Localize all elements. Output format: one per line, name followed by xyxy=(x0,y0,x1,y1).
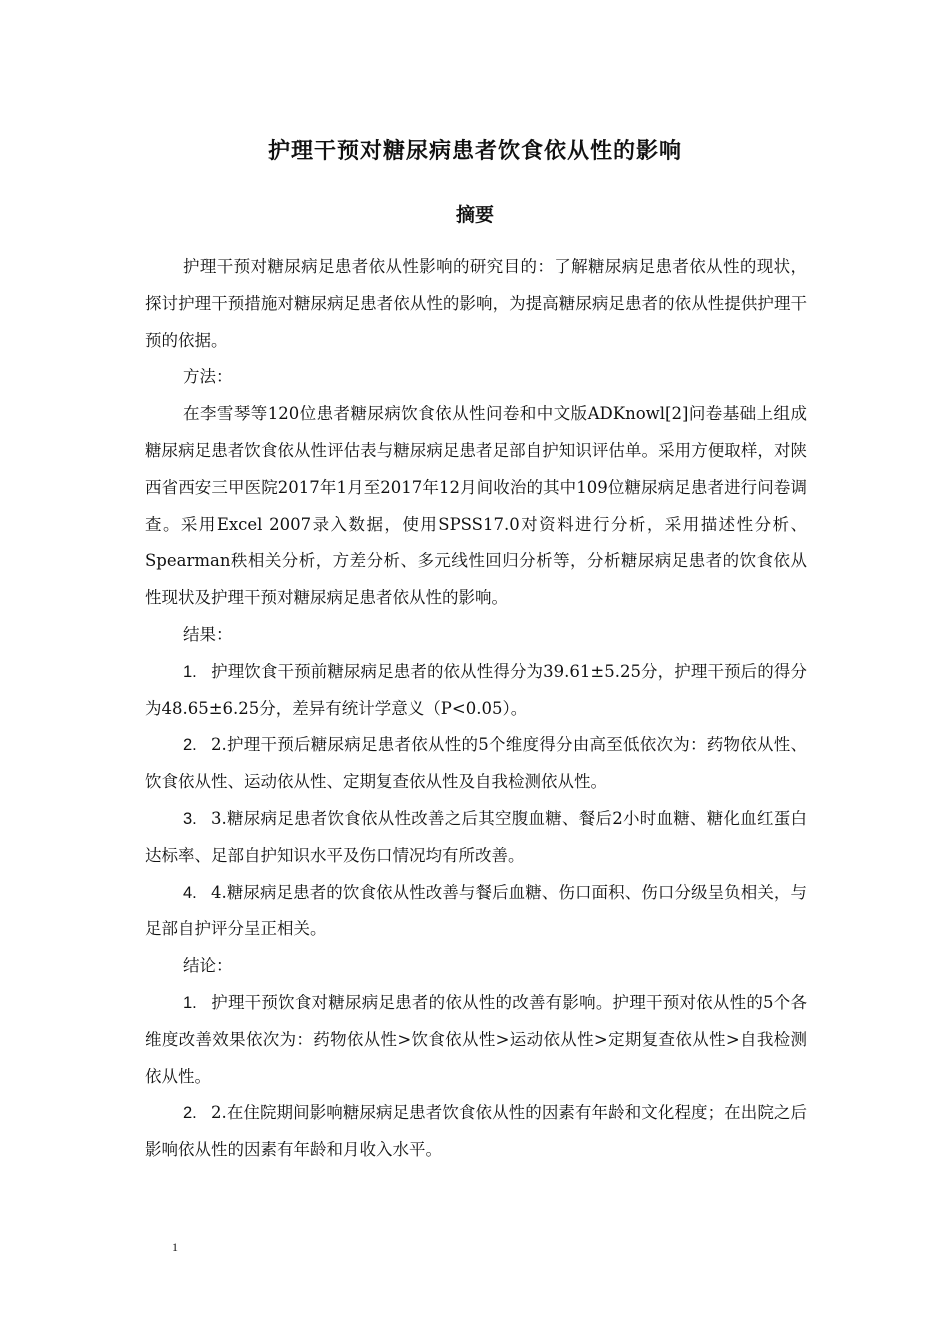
results-item-3 xyxy=(145,801,807,875)
abstract-body xyxy=(145,249,807,1169)
list-number: 2. xyxy=(183,736,197,755)
list-text: 3.糖尿病足患者饮食依从性改善之后其空腹血糖、餐后2小时血糖、糖化血红蛋白达标率、足部自护知识水平及伤口情况均有所改善。 xyxy=(145,808,807,865)
conclusion-item-2 xyxy=(145,1095,807,1169)
list-number: 4. xyxy=(183,883,197,902)
methods-label: 方法： xyxy=(183,367,233,387)
list-text: 2.护理干预后糖尿病足患者依从性的5个维度得分由高至低依次为：药物依从性、饮食依从性、运动依从性、定期复查依从性及自我检测依从性。 xyxy=(145,735,807,792)
purpose-paragraph: 护理干预对糖尿病足患者依从性影响的研究目的：了解糖尿病足患者依从性的现状，探讨护理干预措施对糖尿病足患者依从性的影响，为提高糖尿病足患者的依从性提供护理干预的依据。 xyxy=(145,257,807,350)
list-text: 护理干预饮食对糖尿病足患者的依从性的改善有影响。护理干预对依从性的5个各维度改善效果依次为：药物依从性>饮食依从性>运动依从性>定期复查依从性>自我检测依从性。 xyxy=(145,992,807,1086)
list-text: 护理饮食干预前糖尿病足患者的依从性得分为39.61±5.25分，护理干预后的得分为48.65±6.25分，差异有统计学意义（P<0.05）。 xyxy=(145,661,807,718)
results-item-1 xyxy=(145,654,807,728)
conclusion-label: 结论： xyxy=(183,956,233,976)
methods-paragraph: 在李雪琴等120位患者糖尿病饮食依从性问卷和中文版ADKnowl[2]问卷基础上组成糖尿病足患者饮食依从性评估表与糖尿病足患者足部自护知识评估单。采用方便取样，对陕西省西安三甲医院2017年1月至2017年12月间收治的其中109位糖尿病足患者进行问卷调查。采用Excel 2007录入数据，使用SPSS17.0对资料进行分析，采用描述性分析、Spearman秩相关分析，方差分析、多元线性回归分析等，分析糖尿病足患者的饮食依从性现状及护理干预对糖尿病足患者依从性的影响。 xyxy=(145,404,807,608)
list-text: 2.在住院期间影响糖尿病足患者饮食依从性的因素有年龄和文化程度；在出院之后影响依从性的因素有年龄和月收入水平。 xyxy=(145,1103,807,1160)
conclusion-item-1 xyxy=(145,985,807,1095)
list-number: 1. xyxy=(183,993,197,1012)
results-item-4 xyxy=(145,875,807,949)
results-item-2 xyxy=(145,727,807,801)
abstract-heading: 摘要 xyxy=(455,204,494,226)
document-title: 护理干预对糖尿病患者饮食依从性的影响 xyxy=(267,138,682,164)
page-number: 1 xyxy=(172,1240,178,1254)
list-text: 4.糖尿病足患者的饮食依从性改善与餐后血糖、伤口面积、伤口分级呈负相关，与足部自护评分呈正相关。 xyxy=(145,882,807,939)
list-number: 2. xyxy=(183,1104,197,1123)
results-label: 结果： xyxy=(183,624,233,644)
list-number: 1. xyxy=(183,662,197,681)
list-number: 3. xyxy=(183,809,197,828)
